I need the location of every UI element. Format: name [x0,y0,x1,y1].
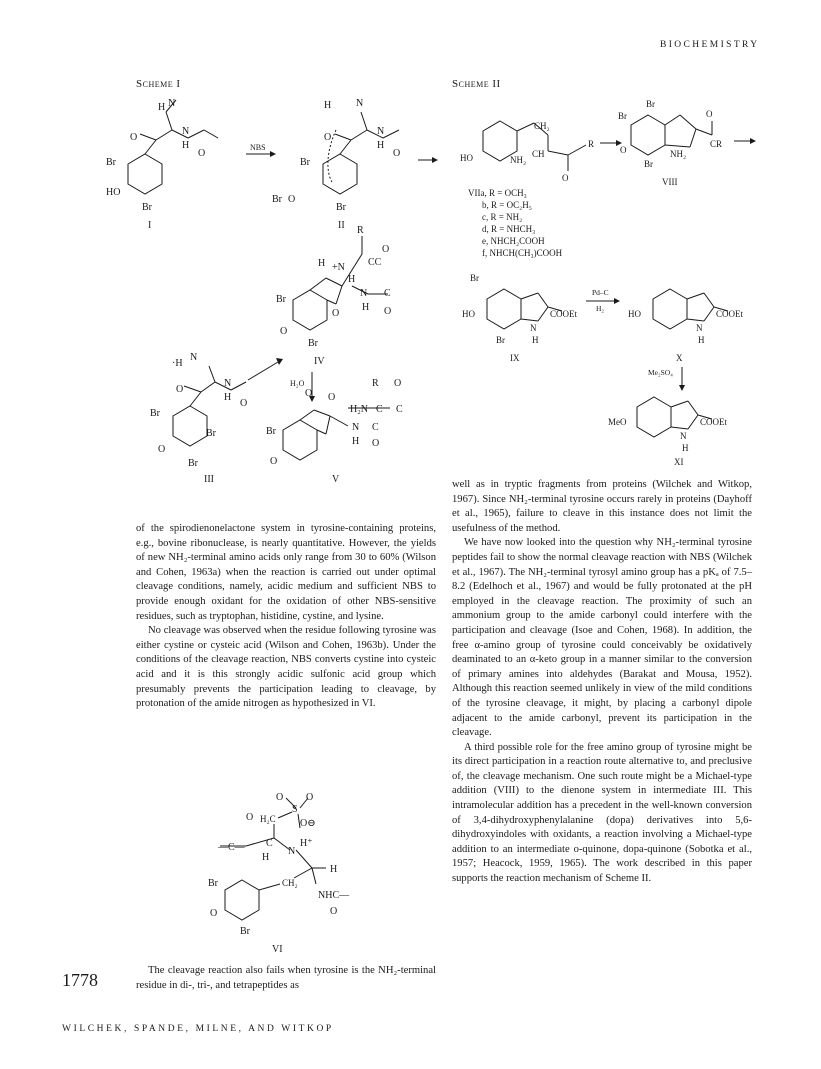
compound-iv-label: IV [314,356,325,367]
svg-text:H: H [682,443,689,453]
scheme-i-diagram [100,90,440,490]
compound-viii-label: VIII [662,177,678,187]
svg-text:N: N [377,126,385,137]
svg-text:N: N [190,352,198,363]
right-para-1: well as in tryptic fragments from proteins (Wilchek and Witkop, 1967). Since NH₂-terminal tyrosine occurs rarely in proteins (Dayhoff et al., 1965), failure to cleave in this instance does not limit the usefulness of the method. [452,479,752,534]
right-para-3: A third possible role for the free amino group of tyrosine might be its direct participation in a reaction route alternative to, and preclusive of, the cleavage mechanism. One such route might be a Michael-type addition (VIII) to the dienone system in intermediate III. This intramolecular addition has a precedent in the well-known conversion of 3,4-dihydroxyphenylalanine (dopa) derivatives into 5,6-dihydroxyindoles with oxidants, a reaction involving a Michael-type addition to an intermediate o-quinone, dopa-quinone (Sobotka et al., 1957; Heacock, 1959, 1965). The work described in this paper supports the reaction mechanism of Scheme II. [452,741,752,885]
svg-text:O: O [372,438,380,449]
svg-text:H: H [348,274,356,285]
svg-text:Br: Br [272,194,282,205]
svg-text:H: H [182,140,190,151]
svg-text:O: O [130,132,138,143]
compound-vi-structure [208,792,350,937]
scheme-ii-label: Scheme II [452,78,501,90]
svg-text:O: O [382,244,390,255]
svg-text:C: C [384,288,391,299]
svg-text:O: O [394,378,402,389]
svg-text:NH₂: NH₂ [670,149,687,159]
svg-text:O: O [276,792,284,803]
svg-text:Br: Br [142,202,152,213]
compound-xi-structure [608,397,727,453]
compound-i-label: I [148,220,152,231]
svg-text:R: R [372,378,379,389]
svg-text:H: H [158,102,166,113]
svg-text:O: O [270,456,278,467]
svg-text:O: O [620,145,627,155]
svg-text:N: N [530,323,537,333]
svg-text:+N: +N [332,262,345,273]
svg-text:CH₂: CH₂ [282,878,298,888]
svg-text:COOEt: COOEt [550,309,577,319]
svg-text:H₂N: H₂N [350,404,368,415]
series-d: d, R = NHCH₃ [482,224,536,234]
svg-text:C: C [266,838,273,849]
svg-text:Br: Br [208,878,218,889]
svg-text:O: O [324,132,332,143]
svg-text:·H: ·H [172,358,183,369]
series-e: e, NHCH₂COOH [482,236,545,246]
scheme-ii-diagram [450,95,770,470]
svg-text:CH₂: CH₂ [534,121,550,131]
svg-text:O: O [158,444,166,455]
svg-text:O: O [332,308,340,319]
svg-text:O: O [706,109,713,119]
compound-vi-label: VI [272,944,283,955]
compound-ix-structure [462,273,577,345]
svg-text:Br: Br [336,202,346,213]
svg-text:Br: Br [646,99,655,109]
svg-text:Br: Br [188,458,198,469]
svg-text:COOEt: COOEt [700,417,727,427]
svg-text:N: N [696,323,703,333]
svg-text:Br: Br [496,335,505,345]
svg-text:O: O [176,384,184,395]
compound-iii-label: III [204,474,214,485]
svg-text:O: O [393,148,401,159]
svg-text:O: O [384,306,392,317]
svg-text:H: H [330,864,338,875]
svg-text:O: O [328,392,336,403]
compound-iii-structure [150,352,247,469]
svg-text:H: H [324,100,332,111]
svg-text:Br: Br [206,428,216,439]
reagent-h2: H₂ [596,304,605,313]
svg-text:CC: CC [368,257,382,268]
svg-text:MeO: MeO [608,417,627,427]
compound-xi-label: XI [674,457,684,467]
svg-text:O: O [305,388,313,399]
left-para-2: No cleavage was observed when the residue following tyrosine was either cystine or cysteic acid (Wilson and Cohen, 1963b). Under the conditions of the cleavage reaction, NBS converts cystine into cysteic acid and it is this strongly acidic sulfonic acid group which presumably prevents the participation leading to cleavage, by protonation of the amide nitrogen as hypothesized in VI. [136,625,436,710]
scheme-i-label: Scheme I [136,78,181,90]
series-f: f, NHCH(CH₃)COOH [482,248,563,258]
svg-text:N: N [168,98,176,109]
page-number: 1778 [62,970,98,990]
reagent-h2o: H₂O [290,379,305,388]
running-head: BIOCHEMISTRY [660,40,760,50]
structure-vi-diagram [200,788,400,958]
svg-text:H: H [532,335,539,345]
svg-text:C: C [372,422,379,433]
svg-text:N: N [352,422,360,433]
right-column [452,478,752,887]
svg-text:N: N [288,846,296,857]
svg-text:HO: HO [106,187,121,198]
svg-text:H: H [362,302,370,313]
svg-text:O: O [198,148,206,159]
svg-text:HO: HO [628,309,641,319]
svg-text:N: N [360,288,368,299]
svg-text:HO: HO [462,309,475,319]
svg-text:O: O [240,398,248,409]
svg-text:N: N [680,431,687,441]
compound-viii-structure [618,99,722,169]
svg-text:HO: HO [460,153,473,163]
footer-authors: WILCHEK, SPANDE, MILNE, AND WITKOP [62,1024,334,1034]
compound-i-structure [106,98,218,213]
svg-text:Br: Br [300,157,310,168]
svg-text:N: N [182,126,190,137]
svg-text:H⁺: H⁺ [300,838,313,849]
svg-text:O: O [562,173,569,183]
svg-text:H₂C: H₂C [260,814,276,824]
svg-text:Br: Br [644,159,653,169]
svg-text:Br: Br [106,157,116,168]
svg-text:Br: Br [308,338,318,349]
svg-text:O: O [246,812,254,823]
svg-text:H: H [698,335,705,345]
svg-text:Br: Br [266,426,276,437]
svg-text:O: O [288,194,296,205]
svg-text:Br: Br [240,926,250,937]
reagent-nbs: NBS [250,143,266,152]
reagent-pdc: Pd–C [592,288,609,297]
compound-ix-label: IX [510,353,520,363]
svg-text:H: H [377,140,385,151]
series-b: b, R = OC₂H₅ [482,200,532,210]
left-column-lower [136,964,436,993]
svg-text:N: N [224,378,232,389]
svg-text:O: O [210,908,218,919]
compound-v-label: V [332,474,340,485]
left-para-1: of the spirodienonelactone system in tyrosine-containing proteins, e.g., bovine ribonuclease, is nearly quantitative. However, the yields of new NH₂-terminal amino acids only range from 30 to 60% (Wilson and Cohen, 1963a) when the reaction is carried out under optimal cleavage conditions, namely, acidic medium and sufficient NBS to provide enough oxidant for the oxidation of other NBS-sensitive residues, such as tryptophan, histidine, cystine, and lysine. [136,523,436,622]
svg-text:Br: Br [618,111,627,121]
svg-text:O⊖: O⊖ [300,818,316,829]
series-c: c, R = NH₂ [482,212,523,222]
left-column-upper [136,522,436,712]
svg-text:NHC—: NHC— [318,890,350,901]
svg-text:—C—: —C— [218,842,245,853]
svg-text:Br: Br [150,408,160,419]
compound-v-structure [266,378,403,467]
svg-text:C: C [396,404,403,415]
compound-x-structure [628,289,743,345]
compound-vii-structure [460,121,594,183]
reagent-me2so4: Me₂SO₄ [648,368,673,377]
svg-text:COOEt: COOEt [716,309,743,319]
svg-text:O: O [330,906,338,917]
svg-text:C: C [376,404,383,415]
svg-text:H: H [352,436,360,447]
compound-ii-label: II [338,220,345,231]
svg-text:O: O [280,326,288,337]
svg-text:R: R [588,139,595,149]
svg-text:S: S [292,804,298,815]
series-a: VIIa, R = OCH₃ [468,188,527,198]
svg-text:CR: CR [710,139,723,149]
svg-text:CH: CH [532,149,545,159]
svg-text:O: O [306,792,314,803]
compound-iv-structure [276,225,391,349]
left-para-3: The cleavage reaction also fails when tyrosine is the NH₂-terminal residue in di-, tri-, and tetrapeptides as [136,965,436,991]
svg-text:Br: Br [276,294,286,305]
compound-ii-structure [272,98,400,213]
svg-text:R: R [357,225,364,236]
svg-text:Br: Br [470,273,479,283]
svg-text:H: H [224,392,232,403]
svg-text:NH₂: NH₂ [510,155,527,165]
svg-text:H: H [318,258,326,269]
svg-text:H: H [262,852,270,863]
svg-text:N: N [356,98,364,109]
compound-x-label: X [676,353,683,363]
right-para-2: We have now looked into the question why NH₂-terminal tyrosine peptides fail to show the normal cleavage reaction with NBS (Wilchek et al., 1967). The NH₂-terminal tyrosyl amino group has a pKₐ of 7.5–8.2 (Edelhoch et al., 1967) and would be fully protonated at the pH employed in the cleavage reaction. The proximity of such an ammonium group to the amide carbonyl could interfere with the participation and cleavage (Isoe and Cohen, 1968). In addition, the free α-amino group of tyrosine could conceivably be oxidatively deaminated to an α-keto group in a manner similar to the conversion of primary amines into aldehydes (Barakat and Mousa, 1952). Although this reaction seemed unlikely in view of the mild conditions of the tyrosine cleavage, it might, by placing a carbonyl dipole adjacent to the amide carbonyl, prevent its participation in the cleavage. [452,537,752,739]
